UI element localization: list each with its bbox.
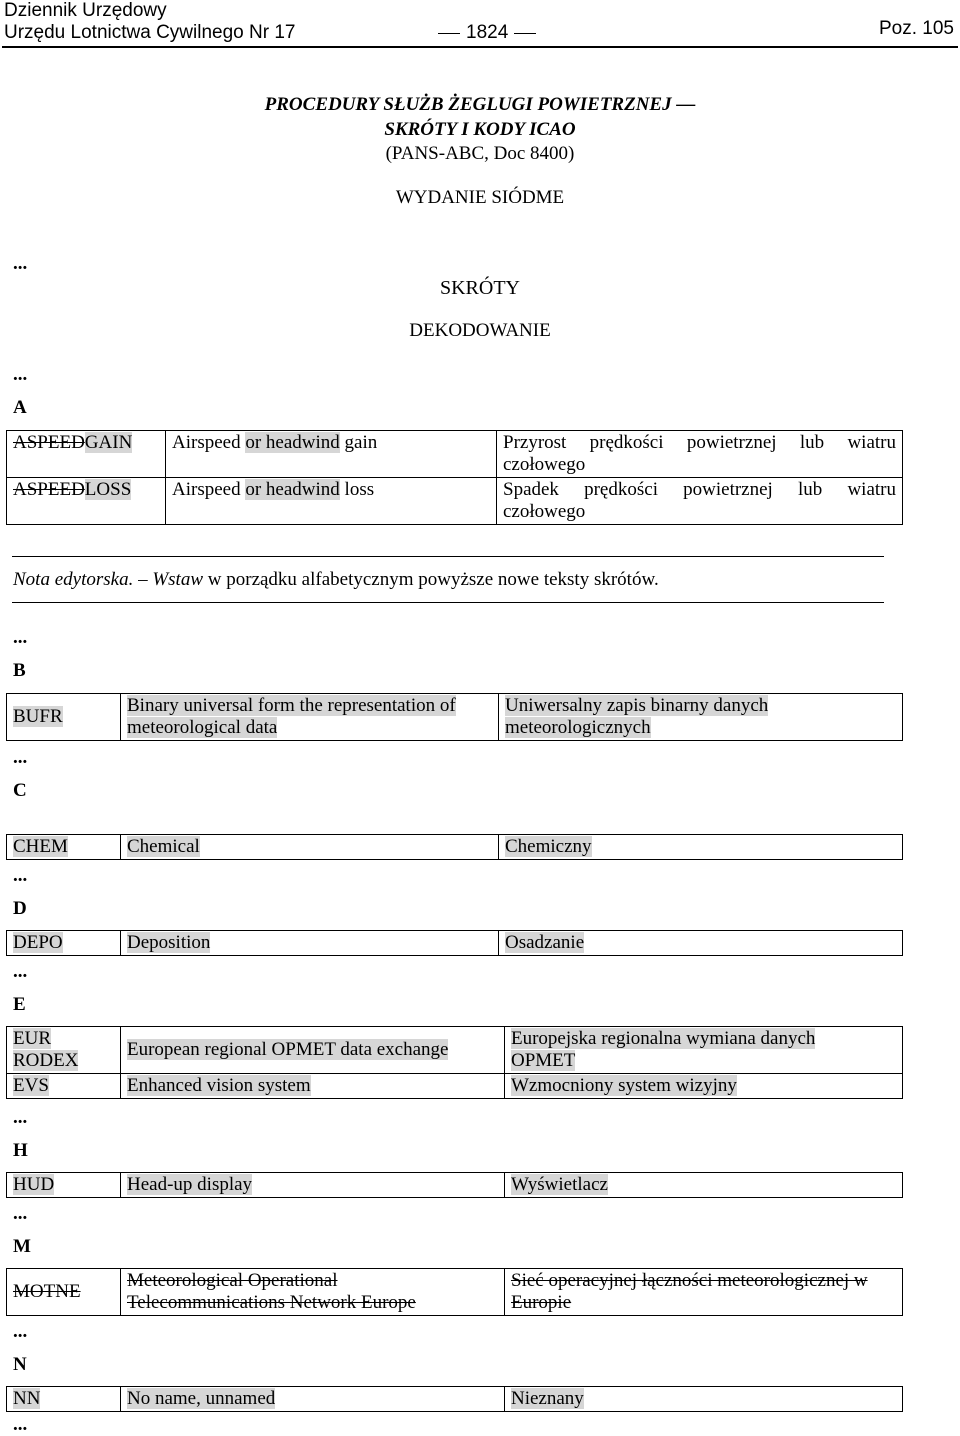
table-row <box>7 1074 903 1099</box>
table-row <box>7 431 903 478</box>
ellipsis: ... <box>13 865 28 886</box>
table-e <box>6 1026 903 1099</box>
polish-cell: Wyświetlacz <box>505 1173 903 1198</box>
doc-title-line-2: SKRÓTY I KODY ICAO <box>384 119 576 140</box>
note-rule-bottom <box>12 602 884 603</box>
table-chem <box>6 834 903 860</box>
table-row <box>7 694 903 741</box>
ellipsis: ... <box>13 1414 28 1435</box>
table-row <box>7 1269 903 1316</box>
polish-cell: Uniwersalny zapis binarny danych meteorologicznych <box>499 694 903 741</box>
polish-cell: Chemiczny <box>499 835 903 860</box>
letter-n: N <box>13 1354 27 1375</box>
english-cell: Binary universal form the representation of meteorological data <box>121 694 499 741</box>
english-cell: Chemical <box>121 835 499 860</box>
abbr-cell: ASPEEDLOSS <box>7 478 166 525</box>
abbr-cell: HUD <box>7 1173 121 1198</box>
journal-line-1: Dziennik Urzędowy <box>4 0 167 21</box>
ellipsis: ... <box>13 364 28 385</box>
abbr-cell: EUR RODEX <box>7 1027 121 1074</box>
abbr-cell: NN <box>7 1387 121 1412</box>
journal-line-2: Urzędu Lotnictwa Cywilnego Nr 17 <box>4 22 296 43</box>
polish-cell: Wzmocniony system wizyjny <box>505 1074 903 1099</box>
table-nn <box>6 1386 903 1412</box>
table-row <box>7 1173 903 1198</box>
ellipsis: ... <box>13 747 28 768</box>
letter-c: C <box>13 780 27 801</box>
abbr-cell: MOTNE <box>7 1269 121 1316</box>
abbr-cell: ASPEEDGAIN <box>7 431 166 478</box>
polish-cell: Sieć operacyjnej łączności meteorologicznej w Europie <box>505 1269 903 1316</box>
polish-cell: Nieznany <box>505 1387 903 1412</box>
table-a <box>6 430 903 525</box>
letter-m: M <box>13 1236 31 1257</box>
abbr-cell: DEPO <box>7 931 121 956</box>
abbr-cell: CHEM <box>7 835 121 860</box>
english-cell: Head-up display <box>121 1173 505 1198</box>
english-cell: Airspeed or headwind loss <box>166 478 497 525</box>
table-row <box>7 1027 903 1074</box>
journal-title <box>4 0 295 44</box>
polish-cell: Spadek prędkości powietrznej lub wiatru czołowego <box>497 478 903 525</box>
header-divider <box>2 46 958 48</box>
section-subheading: DEKODOWANIE <box>409 320 551 341</box>
polish-cell: Europejska regionalna wymiana danych OPMET <box>505 1027 903 1074</box>
english-cell: Airspeed or headwind gain <box>166 431 497 478</box>
letter-d: D <box>13 898 27 919</box>
editorial-note: Nota edytorska. – Wstaw w porządku alfabetycznym powyższe nowe teksty skrótów. <box>13 569 659 590</box>
note-rule-top <box>12 556 884 557</box>
abbr-cell: BUFR <box>7 694 121 741</box>
table-row <box>7 1387 903 1412</box>
table-row <box>7 835 903 860</box>
english-cell: Deposition <box>121 931 499 956</box>
doc-title-line-3: (PANS-ABC, Doc 8400) <box>385 143 575 164</box>
table-row <box>7 931 903 956</box>
position-number: Poz. 105 <box>879 18 954 39</box>
ellipsis: ... <box>13 1203 28 1224</box>
edition: WYDANIE SIÓDME <box>395 187 565 208</box>
doc-title-line-1: PROCEDURY SŁUŻB ŻEGLUGI POWIETRZNEJ — <box>264 94 696 115</box>
table-bufr <box>6 693 903 741</box>
page-number: 1824 <box>432 22 542 44</box>
letter-a: A <box>13 397 27 418</box>
table-hud <box>6 1172 903 1198</box>
ellipsis: ... <box>13 961 28 982</box>
table-row <box>7 478 903 525</box>
english-cell: Meteorological Operational Telecommunications Network Europe <box>121 1269 505 1316</box>
letter-b: B <box>13 660 26 681</box>
section-heading: SKRÓTY <box>439 277 520 299</box>
ellipsis: ... <box>13 627 28 648</box>
letter-e: E <box>13 994 26 1015</box>
english-cell: No name, unnamed <box>121 1387 505 1412</box>
english-cell: European regional OPMET data exchange <box>121 1027 505 1074</box>
table-depo <box>6 930 903 956</box>
ellipsis: ... <box>13 253 28 274</box>
ellipsis: ... <box>13 1321 28 1342</box>
letter-h: H <box>13 1140 28 1161</box>
ellipsis: ... <box>13 1107 28 1128</box>
english-cell: Enhanced vision system <box>121 1074 505 1099</box>
table-motne <box>6 1268 903 1316</box>
abbr-cell: EVS <box>7 1074 121 1099</box>
polish-cell: Osadzanie <box>499 931 903 956</box>
polish-cell: Przyrost prędkości powietrznej lub wiatru czołowego <box>497 431 903 478</box>
